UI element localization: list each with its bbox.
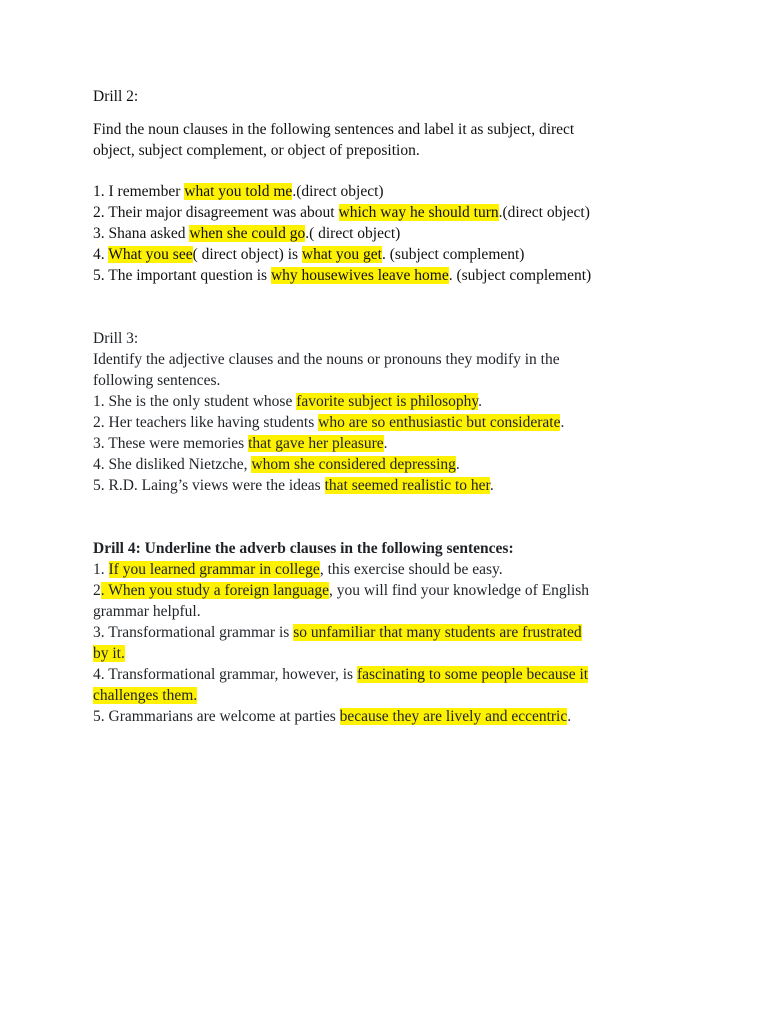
drill-3-item-1 [93, 391, 482, 412]
item-text: 5. R.D. Laing’s views were the ideas [93, 477, 325, 494]
item-label: . (subject complement) [448, 267, 592, 284]
highlighted-clause: which way he should turn [338, 204, 499, 221]
item-text: . [455, 456, 460, 473]
drill-2-item-2 [93, 202, 590, 223]
drill-4-item-4-continued [93, 685, 197, 706]
highlighted-clause: fascinating to some people because it [356, 666, 589, 683]
drill-3-instruction-line-1: Identify the adjective clauses and the nouns or pronouns they modify in the [93, 351, 560, 368]
item-text: 3. Transformational grammar is [93, 624, 294, 641]
item-label: .( direct object) [305, 225, 401, 242]
drill-3-title: Drill 3: [93, 330, 139, 347]
drill-4-title: Drill 4: Underline the adverb clauses in the following sentences: [93, 540, 514, 557]
item-label: .(direct object) [498, 204, 590, 221]
drill-3-instruction-line-2: following sentences. [93, 372, 221, 389]
drill-4-item-3 [93, 622, 582, 643]
item-text: 1. She is the only student whose [93, 393, 297, 410]
drill-2-instruction-line-2: object, subject complement, or object of preposition. [93, 142, 420, 159]
highlighted-clause: If you learned grammar in college [108, 561, 320, 578]
item-text: , this exercise should be easy. [319, 561, 503, 578]
item-text: , you will find your knowledge of English [329, 582, 590, 599]
drill-2-item-1 [93, 181, 384, 202]
highlighted-clause: why housewives leave home [270, 267, 449, 284]
item-text: . [383, 435, 388, 452]
highlighted-clause: so unfamiliar that many students are frustrated [293, 624, 582, 641]
item-text: 5. The important question is [93, 267, 271, 284]
drill-2-instruction-line-1: Find the noun clauses in the following sentences and label it as subject, direct [93, 121, 575, 138]
highlighted-clause: favorite subject is philosophy [296, 393, 479, 410]
item-text: 4. Transformational grammar, however, is [93, 666, 357, 683]
item-text: . [567, 708, 572, 725]
item-text: 3. These were memories [93, 435, 249, 452]
highlighted-clause: by it. [93, 645, 125, 662]
highlighted-clause: what you get [301, 246, 382, 263]
highlighted-clause: that seemed realistic to her [324, 477, 490, 494]
drill-3-item-3 [93, 433, 388, 454]
item-label: .(direct object) [292, 183, 384, 200]
item-text: 4. She disliked Nietzche, [93, 456, 252, 473]
highlighted-clause: whom she considered depressing [251, 456, 456, 473]
item-text: 3. Shana asked [93, 225, 190, 242]
highlighted-clause: who are so enthusiastic but considerate [318, 414, 561, 431]
highlighted-clause: when she could go [189, 225, 306, 242]
drill-2-title: Drill 2: [93, 88, 139, 105]
drill-4-item-2 [93, 580, 589, 601]
item-text: . [489, 477, 494, 494]
item-text: 1. I remember [93, 183, 185, 200]
item-text: . [478, 393, 483, 410]
highlighted-clause: that gave her pleasure [248, 435, 384, 452]
drill-3-item-4 [93, 454, 460, 475]
drill-4-item-5 [93, 706, 571, 727]
drill-3-item-5 [93, 475, 494, 496]
drill-2-item-4 [93, 244, 524, 265]
item-text: . [560, 414, 565, 431]
item-text: 2. Her teachers like having students [93, 414, 319, 431]
item-text: 2 [93, 582, 101, 599]
drill-4-item-2-continued: grammar helpful. [93, 603, 201, 620]
drill-2-item-3 [93, 223, 400, 244]
item-text: ( direct object) is [192, 246, 302, 263]
item-text: 5. Grammarians are welcome at parties [93, 708, 340, 725]
drill-2-item-5 [93, 265, 591, 286]
drill-4-item-3-continued [93, 643, 125, 664]
drill-4-item-4 [93, 664, 588, 685]
highlighted-clause: what you told me [184, 183, 293, 200]
drill-3-item-2 [93, 412, 564, 433]
highlighted-clause: challenges them. [93, 687, 198, 704]
item-text: 4. [93, 246, 109, 263]
highlighted-clause: What you see [108, 246, 193, 263]
item-label: . (subject complement) [382, 246, 525, 263]
highlighted-clause: because they are lively and eccentric [339, 708, 568, 725]
highlighted-clause: . When you study a foreign language [100, 582, 330, 599]
item-text: 2. Their major disagreement was about [93, 204, 339, 221]
item-text: 1. [93, 561, 109, 578]
drill-4-item-1 [93, 559, 503, 580]
